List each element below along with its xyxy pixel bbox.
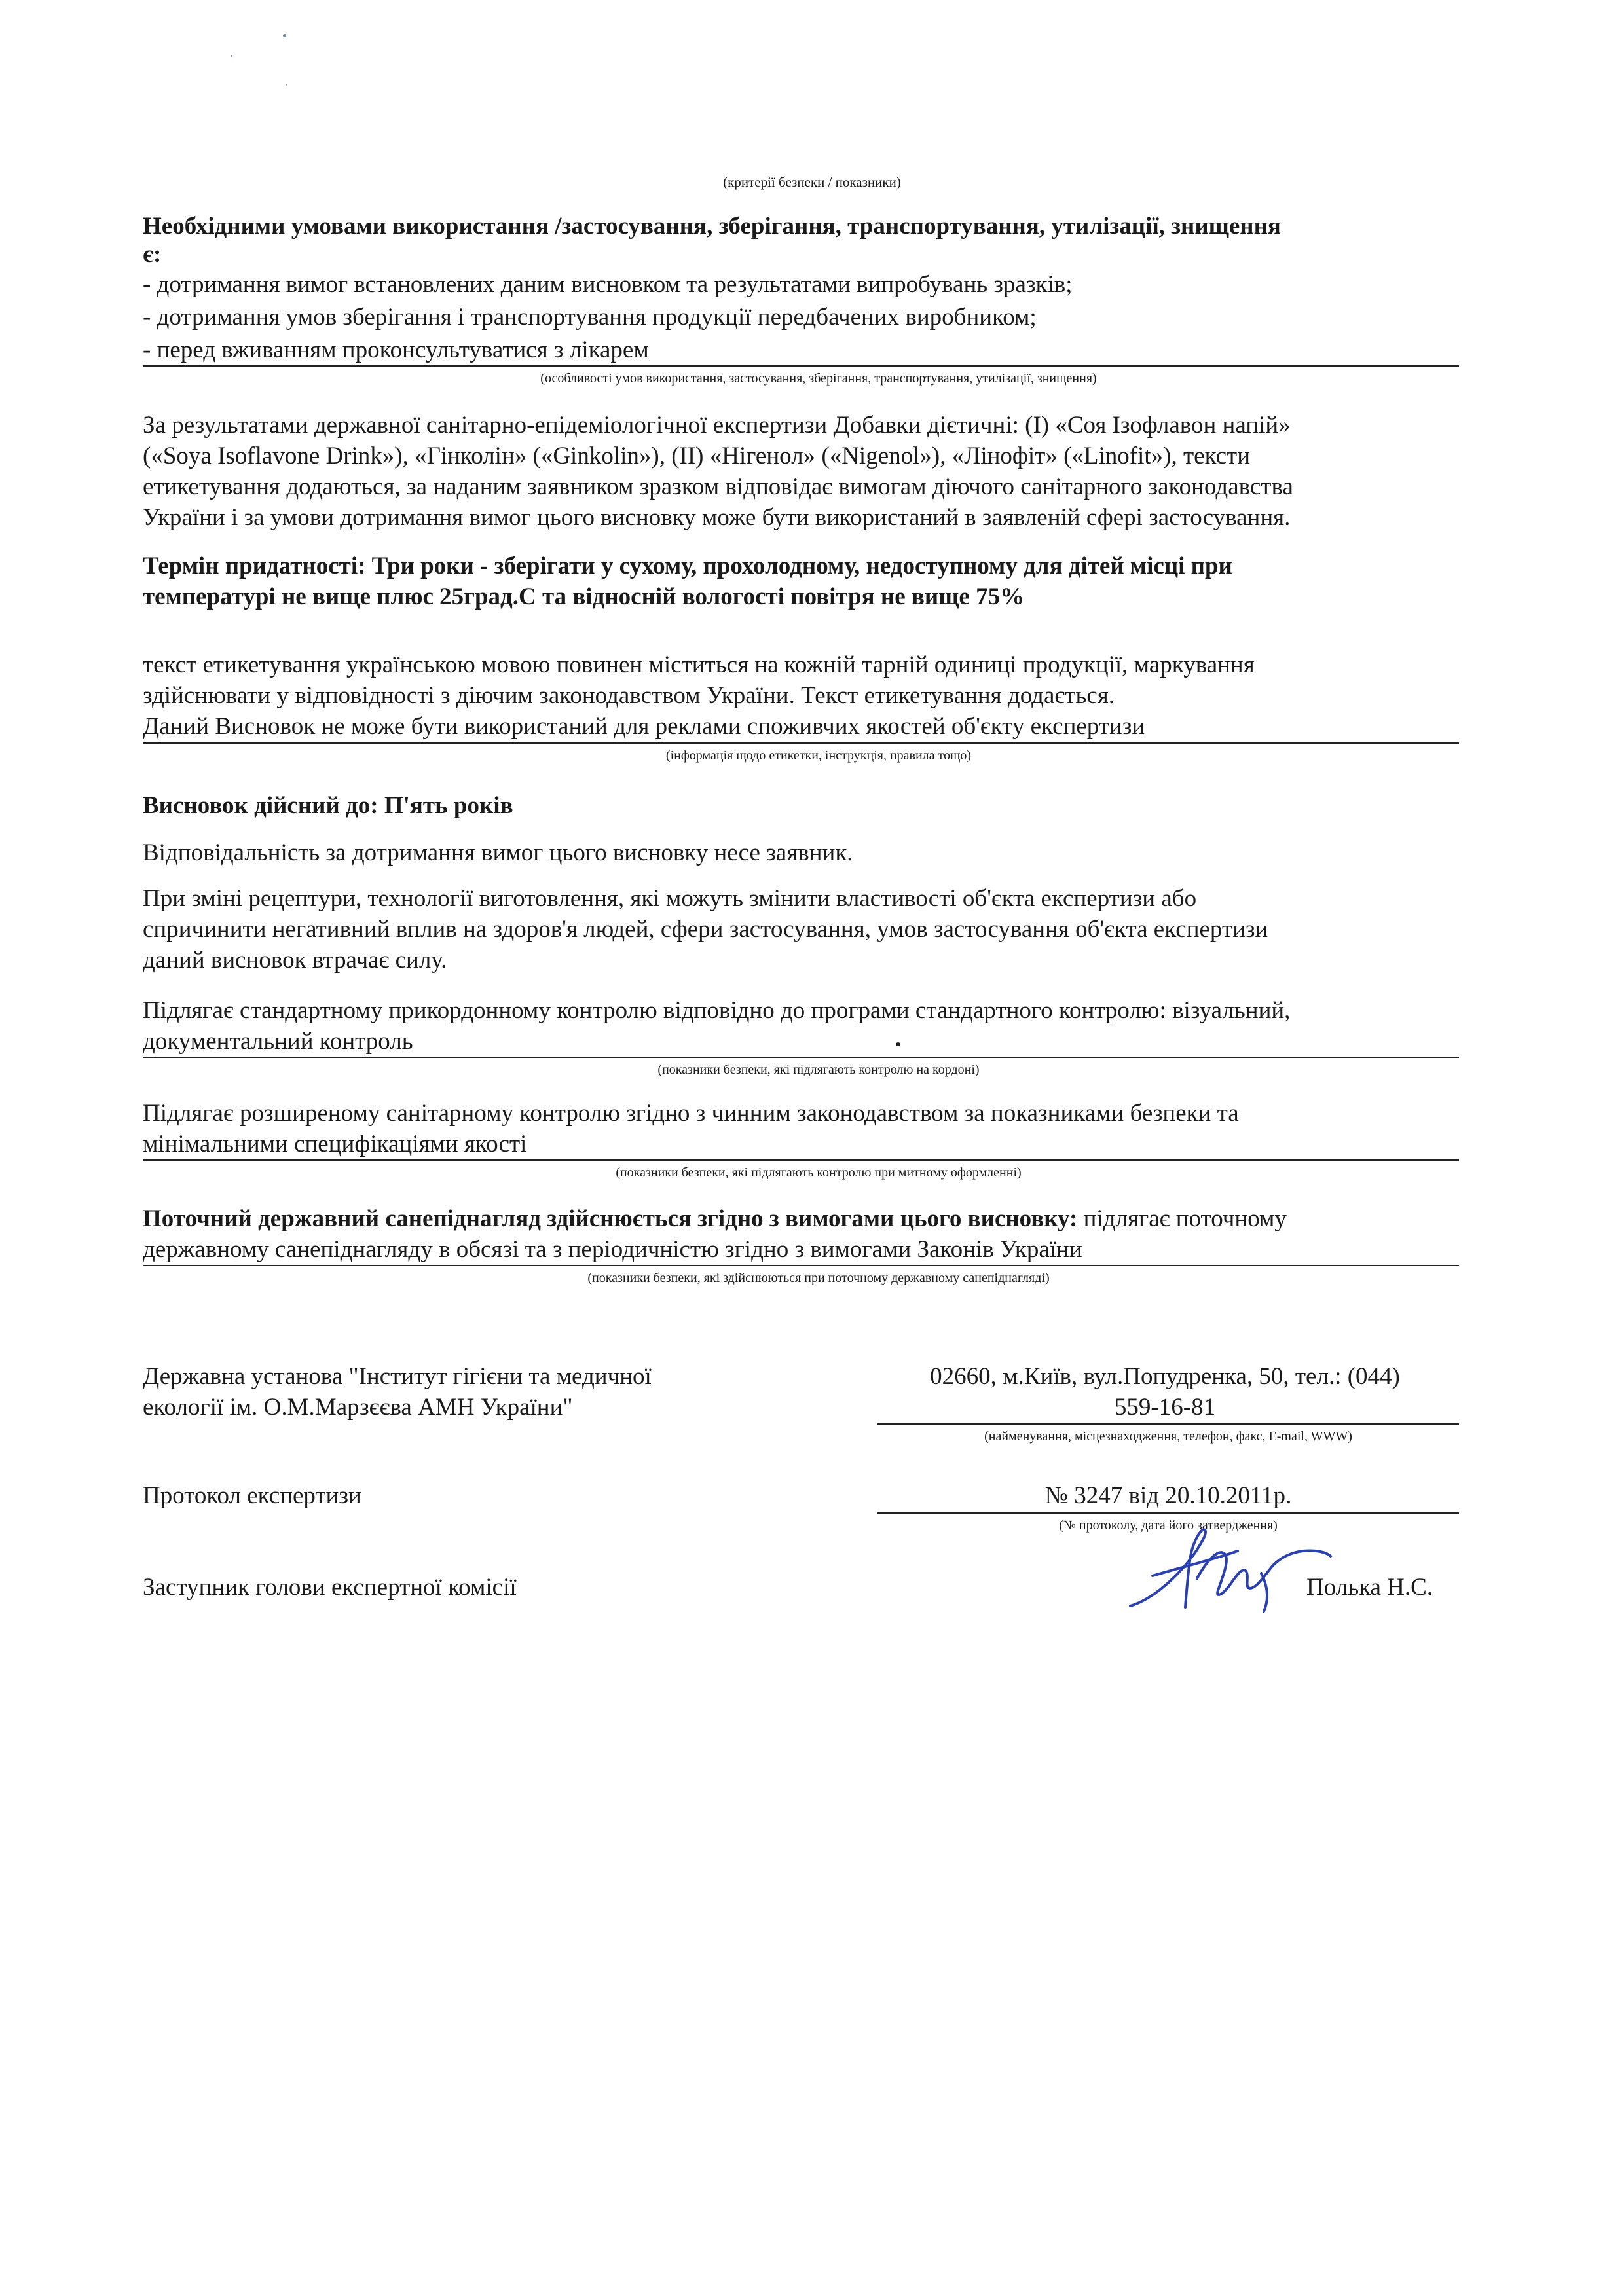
- supervision-rule: [143, 1265, 1459, 1266]
- conditions-rule: [143, 365, 1459, 367]
- protocol-rule: [877, 1512, 1459, 1514]
- supervision-caption: (показники безпеки, які здійснюються при поточному державному санепіднагляді): [587, 1271, 1050, 1285]
- protocol-value: № 3247 від 20.10.2011р.: [1044, 1482, 1292, 1509]
- results-line-4: України і за умови дотримання вимог цього висновку може бути використаний в заявленій сфері застосування.: [143, 504, 1291, 531]
- institution-address-line1: 02660, м.Київ, вул.Попудренка, 50, тел.: (044): [930, 1363, 1400, 1390]
- conditions-caption: (особливості умов використання, застосування, зберігання, транспортування, утилізації, знищення): [540, 371, 1097, 386]
- shelf-life-line-2: температурі не вище плюс 25град.С та відносній вологості повітря не вище 75%: [143, 583, 1025, 610]
- responsibility-text: Відповідальність за дотримання вимог цього висновку несе заявник.: [143, 839, 853, 866]
- conditions-heading-line2: є:: [143, 241, 162, 268]
- recipe-change-line-3: даний висновок втрачає силу.: [143, 947, 447, 974]
- condition-item-3: - перед вживанням проконсультуватися з лікарем: [143, 337, 649, 363]
- institution-address-line2: 559-16-81: [1114, 1394, 1216, 1421]
- condition-item-1: - дотримання вимог встановлених даним висновком та результатами випробувань зразків;: [143, 271, 1073, 298]
- results-line-3: етикетування додаються, за наданим заявником зразком відповідає вимогам діючого санітарного законодавства: [143, 473, 1293, 500]
- border-control-rule: [143, 1057, 1459, 1058]
- signatory-label: Заступник голови експертної комісії: [143, 1574, 517, 1601]
- labeling-rule: [143, 742, 1459, 744]
- criteria-caption: (критерії безпеки / показники): [723, 174, 901, 190]
- sanitary-control-rule: [143, 1159, 1459, 1161]
- labeling-line-1: текст етикетування українською мовою повинен міститься на кожній тарній одиниці продукції, маркування: [143, 651, 1255, 678]
- institution-name-line1: Державна установа "Інститут гігієни та медичної: [143, 1363, 652, 1390]
- border-control-caption: (показники безпеки, які підлягають контролю на кордоні): [657, 1063, 980, 1077]
- sanitary-control-caption: (показники безпеки, які підлягають контролю при митному оформленні): [616, 1165, 1022, 1180]
- supervision-line-1: [143, 1204, 1287, 1234]
- condition-item-2: - дотримання умов зберігання і транспортування продукції передбачених виробником;: [143, 304, 1037, 331]
- labeling-caption: (інформація щодо етикетки, інструкція, правила тощо): [665, 748, 972, 763]
- results-line-1: За результатами державної санітарно-епідеміологічної експертизи Добавки дієтичні: (І) «Соя Ізофлавон напій»: [143, 412, 1291, 439]
- protocol-caption: (№ протоколу, дата його затвердження): [1059, 1518, 1278, 1533]
- labeling-line-2: здійснювати у відповідності з діючим законодавством України. Текст етикетування додається.: [143, 682, 1115, 709]
- supervision-rest: підлягає поточному: [1077, 1205, 1287, 1232]
- sanitary-control-line-2: мінімальними специфікаціями якості: [143, 1131, 527, 1157]
- border-control-line-2: документальний контроль: [143, 1028, 413, 1055]
- signature-stroke-1: [1130, 1530, 1206, 1607]
- supervision-line-2: державному санепіднагляду в обсязі та з періодичністю згідно з вимогами Законів України: [143, 1236, 1082, 1263]
- recipe-change-line-2: спричинити негативний вплив на здоров'я людей, сфери застосування, умов застосування об'єкта експертизи: [143, 916, 1268, 943]
- recipe-change-line-1: При зміні рецептури, технології виготовлення, які можуть змінити властивості об'єкта експертизи або: [143, 885, 1197, 912]
- shelf-life-line-1: Термін придатності: Три роки - зберігати у сухому, прохолодному, недоступному для дітей місці при: [143, 553, 1232, 579]
- institution-caption: (найменування, місцезнаходження, телефон, факс, E-mail, WWW): [984, 1429, 1352, 1444]
- labeling-line-3: Даний Висновок не може бути використаний для реклами споживчих якостей об'єкту експертизи: [143, 713, 1145, 740]
- sanitary-control-line-1: Підлягає розширеному санітарному контролю згідно з чинним законодавством за показниками безпеки та: [143, 1100, 1239, 1127]
- supervision-bold: Поточний державний санепіднагляд здійснюється згідно з вимогами цього висновку:: [143, 1205, 1078, 1232]
- institution-name-line2: екології ім. О.М.Марзєєва АМН України": [143, 1394, 573, 1421]
- border-control-line-1: Підлягає стандартному прикордонному контролю відповідно до програми стандартного контролю: візуальний,: [143, 997, 1291, 1024]
- scan-dot: [896, 1042, 900, 1046]
- signature: [1126, 1522, 1336, 1620]
- institution-rule: [877, 1423, 1459, 1425]
- results-line-2: («Soya Isoflavone Drink»), «Гінколін» («Ginkolin»), (ІІ) «Нігенол» («Nigenol»), «Лінофіт» («Linofit»), тексти: [143, 443, 1251, 469]
- conditions-heading-line1: Необхідними умовами використання /застосування, зберігання, транспортування, утилізації, знищення: [143, 213, 1281, 240]
- protocol-label: Протокол експертизи: [143, 1482, 361, 1509]
- validity-text: Висновок дійсний до: П'ять років: [143, 792, 513, 819]
- signatory-name: Полька Н.С.: [1306, 1574, 1433, 1601]
